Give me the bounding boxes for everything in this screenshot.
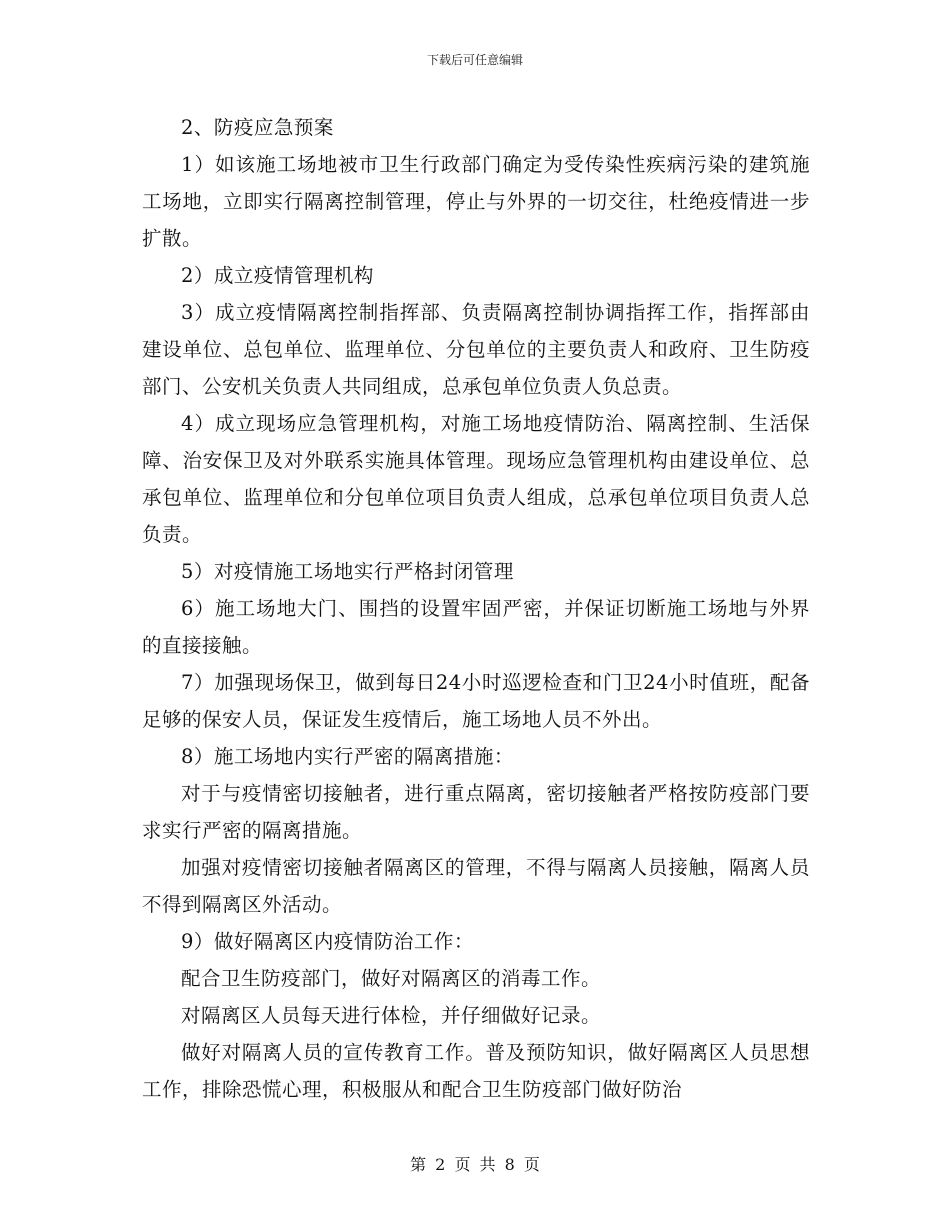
- page-header: 下载后可任意编辑: [426, 53, 523, 67]
- paragraph-heading: 2、防疫应急预案: [181, 116, 334, 139]
- paragraph: 做好对隔离人员的宣传教育工作。普及预防知识，做好隔离区人员思想工作，排除恐慌心理，积极服从和配合卫生防疫部门做好防治: [142, 1041, 810, 1101]
- paragraph: 8）施工场地内实行严密的隔离措施：: [181, 745, 514, 768]
- paragraph: 对隔离区人员每天进行体检，并仔细做好记录。: [181, 1004, 602, 1027]
- paragraph: 4）成立现场应急管理机构，对施工场地疫情防治、隔离控制、生活保障、治安保卫及对外联系实施具体管理。现场应急管理机构由建设单位、总承包单位、监理单位和分包单位项目负责人组成，总承包单位项目负责人总负责。: [142, 412, 810, 546]
- paragraph: 2）成立疫情管理机构: [181, 264, 374, 287]
- paragraph: 1）如该施工场地被市卫生行政部门确定为受传染性疾病污染的建筑施工场地，立即实行隔离控制管理，停止与外界的一切交往，杜绝疫情进一步扩散。: [142, 153, 810, 250]
- paragraph: 对于与疫情密切接触者，进行重点隔离，密切接触者严格按防疫部门要求实行严密的隔离措施。: [142, 782, 810, 842]
- document-body: [142, 109, 810, 1108]
- paragraph: 5）对疫情施工场地实行严格封闭管理: [181, 560, 514, 583]
- paragraph: 3）成立疫情隔离控制指挥部、负责隔离控制协调指挥工作，指挥部由建设单位、总包单位、监理单位、分包单位的主要负责人和政府、卫生防疫部门、公安机关负责人共同组成，总承包单位负责人负总责。: [142, 301, 810, 398]
- paragraph: 配合卫生防疫部门，做好对隔离区的消毒工作。: [181, 967, 602, 990]
- page-number-footer: 第 2 页 共 8 页: [410, 1155, 540, 1174]
- paragraph: 加强对疫情密切接触者隔离区的管理，不得与隔离人员接触，隔离人员不得到隔离区外活动。: [142, 856, 810, 916]
- paragraph: 9）做好隔离区内疫情防治工作：: [181, 930, 474, 953]
- paragraph: 6）施工场地大门、围挡的设置牢固严密，并保证切断施工场地与外界的直接接触。: [142, 597, 810, 657]
- paragraph: 7）加强现场保卫，做到每日24小时巡逻检查和门卫24小时值班，配备足够的保安人员，保证发生疫情后，施工场地人员不外出。: [142, 671, 810, 731]
